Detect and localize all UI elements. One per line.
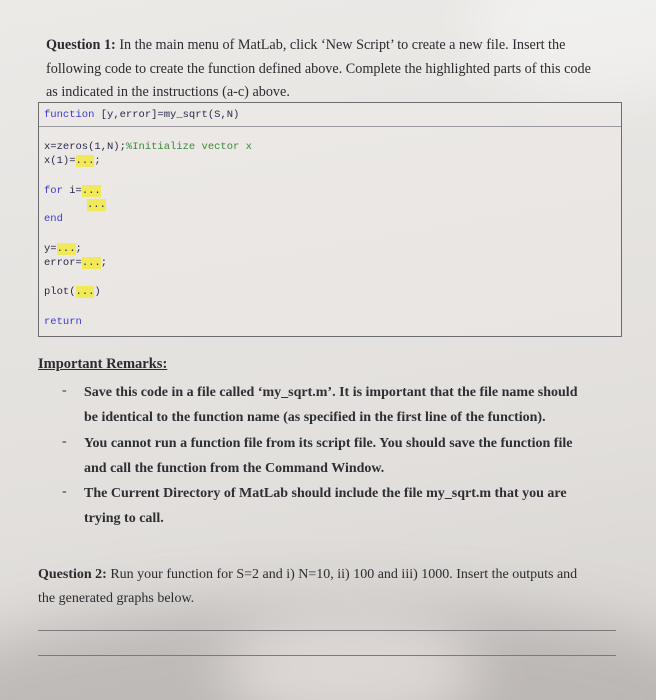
code-error-line: error=...; (44, 257, 108, 269)
question-2-label: Question 2: (38, 567, 107, 582)
remarks-title: Important Remarks: (38, 356, 168, 372)
code-loop-body-line (87, 199, 106, 211)
code-function-line: function [y,error]=my_sqrt(S,N) (44, 109, 240, 121)
bullet-dash: - (62, 484, 67, 499)
remark-item-3: The Current Directory of MatLab should include the file my_sqrt.m that you are trying to call. (84, 486, 567, 526)
highlight-blank: ... (81, 257, 101, 269)
question-1-line-3: as indicated in the instructions (a-c) above. (46, 84, 290, 100)
question-1-line-2: following code to create the function defined above. Complete the highlighted parts of this code (46, 60, 591, 77)
highlight-blank: ... (56, 243, 76, 255)
answer-line (38, 630, 616, 631)
code-return-line: return (44, 316, 82, 328)
question-2-line-2: the generated graphs below. (38, 591, 195, 606)
code-for-line: for i=... (44, 185, 101, 197)
question-2-line-1: Question 2: Run your function for S=2 and i) N=10, ii) 100 and iii) 1000. Insert the outputs and (38, 567, 578, 582)
highlight-blank: ... (81, 185, 101, 197)
highlight-blank: ... (87, 199, 106, 211)
highlight-blank: ... (75, 286, 95, 298)
code-header-divider (39, 126, 621, 127)
remark-item-1: Save this code in a file called ‘my_sqrt.m’. It is important that the file name should be identical to the function name (as specified in the first line of the function). (84, 385, 578, 425)
bullet-dash: - (62, 383, 67, 398)
code-zeros-line: x=zeros(1,N);%Initialize vector x (44, 141, 252, 153)
code-listing-box (38, 102, 622, 337)
code-plot-line: plot(...) (44, 286, 101, 298)
question-1-label: Question 1: (46, 37, 116, 53)
code-end-line: end (44, 213, 63, 225)
remark-item-2: You cannot run a function file from its script file. You should save the function file and call the function from the Command Window. (84, 436, 573, 476)
code-y-line: y=...; (44, 243, 82, 255)
photo-shadow-bottom (0, 600, 656, 700)
answer-line (38, 655, 616, 656)
highlight-blank: ... (75, 155, 95, 167)
question-2-text (38, 563, 624, 611)
bullet-dash: - (62, 434, 67, 449)
code-x1-line: x(1)=...; (44, 155, 101, 167)
question-1-line-1: Question 1: In the main menu of MatLab, click ‘New Script’ to create a new file. Insert the (46, 37, 566, 53)
question-1-text (46, 34, 626, 105)
